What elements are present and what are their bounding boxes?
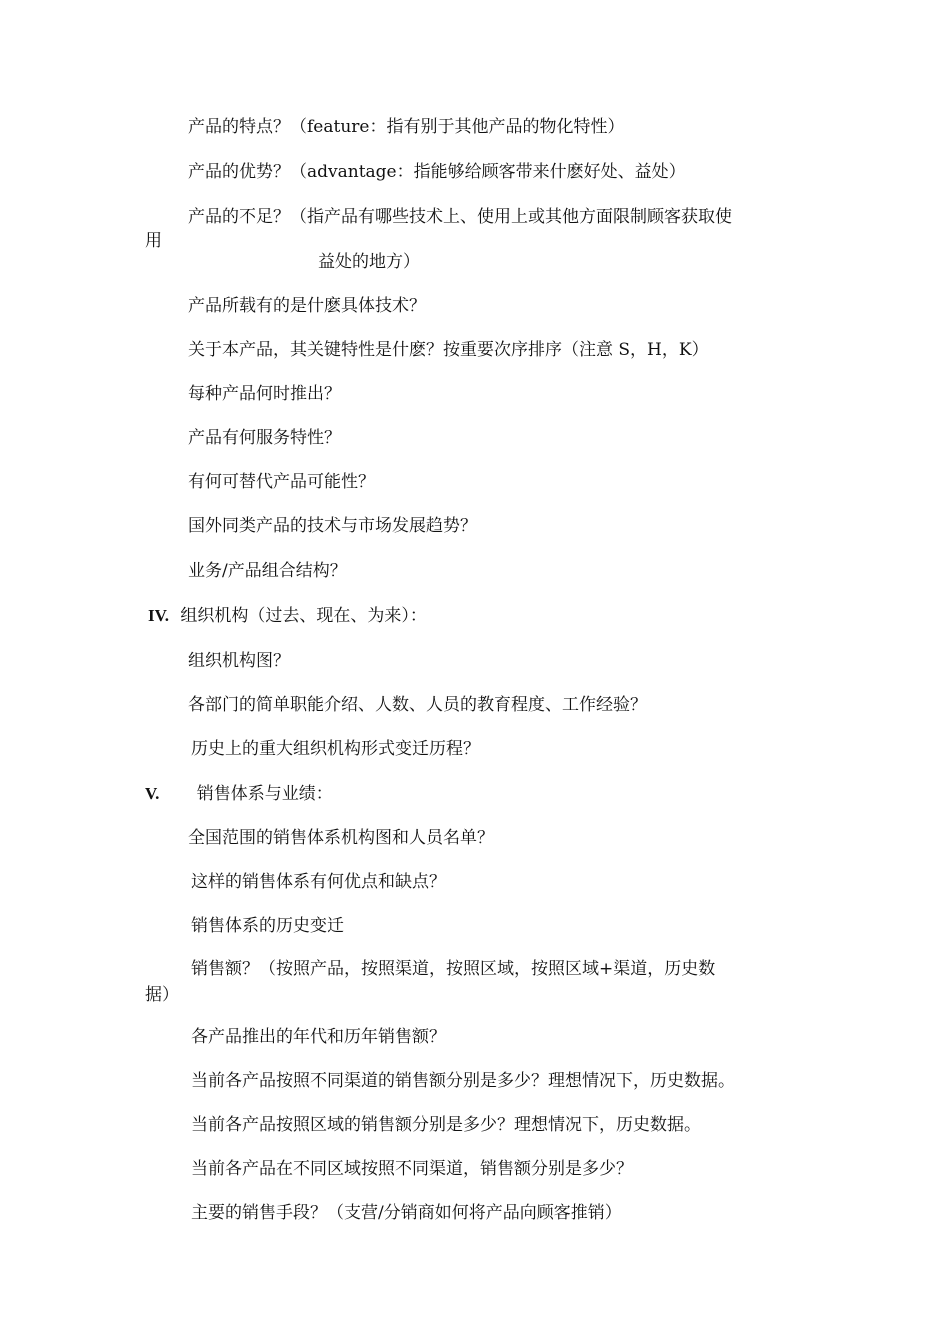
sales-methods-question: 主要的销售手段？（支营/分销商如何将产品向顾客推销） bbox=[191, 1203, 622, 1223]
product-portfolio-question: 业务/产品组合结构？ bbox=[188, 561, 347, 581]
product-advantage-question: 产品的优势？（advantage：指能够给顾客带来什麽好处、益处） bbox=[188, 162, 686, 182]
sales-by-region-question: 当前各产品按照区域的销售额分别是多少？理想情况下，历史数据。 bbox=[191, 1115, 701, 1135]
product-annual-sales-question: 各产品推出的年代和历年销售额？ bbox=[191, 1027, 446, 1047]
product-launch-question: 每种产品何时推出？ bbox=[188, 384, 341, 404]
sales-region-channel-question: 当前各产品在不同区域按照不同渠道，销售额分别是多少？ bbox=[191, 1159, 633, 1179]
product-technology-question: 产品所载有的是什麽具体技术？ bbox=[188, 296, 426, 316]
sales-volume-question: 销售额？（按照产品，按照渠道，按照区域，按照区域+渠道，历史数 bbox=[191, 959, 716, 979]
sales-volume-wrap: 据） bbox=[145, 985, 179, 1005]
section-4-number: IV. bbox=[148, 606, 169, 625]
section-4-heading bbox=[148, 605, 427, 627]
product-service-question: 产品有何服务特性？ bbox=[188, 428, 341, 448]
section-4-title: 组织机构（过去、现在、为来）： bbox=[180, 606, 427, 626]
department-question: 各部门的简单职能介绍、人数、人员的教育程度、工作经验？ bbox=[188, 695, 647, 715]
section-5-number: V. bbox=[145, 784, 160, 803]
sales-pros-cons-question: 这样的销售体系有何优点和缺点？ bbox=[191, 872, 446, 892]
product-trend-question: 国外同类产品的技术与市场发展趋势？ bbox=[188, 516, 477, 536]
section-5-heading bbox=[145, 783, 333, 805]
product-substitute-question: 有何可替代产品可能性？ bbox=[188, 472, 375, 492]
product-weakness-question: 产品的不足？（指产品有哪些技术上、使用上或其他方面限制顾客获取使 bbox=[188, 207, 732, 227]
product-weakness-continuation: 益处的地方） bbox=[318, 252, 420, 272]
org-history-question: 历史上的重大组织机构形式变迁历程？ bbox=[191, 739, 480, 759]
sales-by-channel-question: 当前各产品按照不同渠道的销售额分别是多少？理想情况下，历史数据。 bbox=[191, 1071, 735, 1091]
sales-history-item: 销售体系的历史变迁 bbox=[191, 916, 344, 936]
product-feature-question: 产品的特点？（feature：指有别于其他产品的物化特性） bbox=[188, 117, 625, 137]
product-weakness-wrap: 用 bbox=[145, 231, 162, 251]
product-key-features-question: 关于本产品，其关键特性是什麽？按重要次序排序（注意 S，H，K） bbox=[188, 340, 709, 360]
org-chart-question: 组织机构图？ bbox=[188, 651, 290, 671]
section-5-title: 销售体系与业绩： bbox=[196, 784, 333, 804]
sales-structure-question: 全国范围的销售体系机构图和人员名单？ bbox=[188, 828, 494, 848]
